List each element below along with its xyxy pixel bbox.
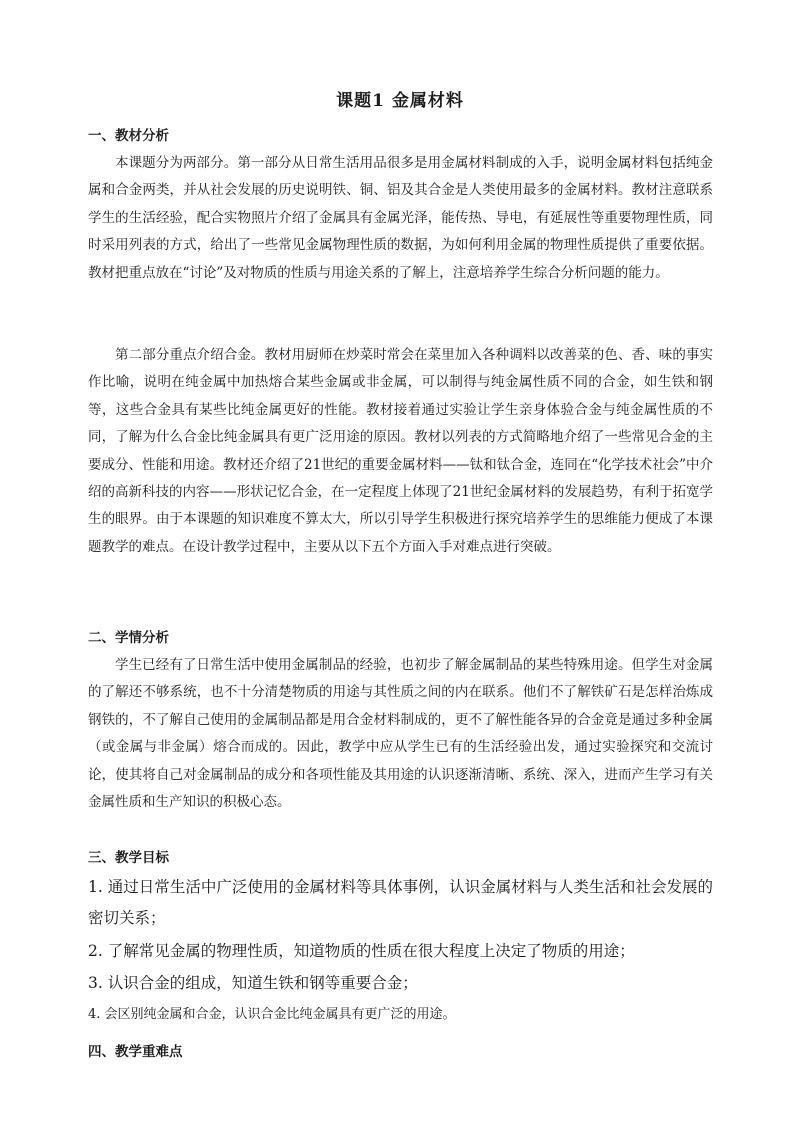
section-heading-student-analysis: 二、学情分析 (88, 630, 169, 646)
paragraph-textbook-part1: 本课题分为两部分。第一部分从日常生活用品很多是用金属材料制成的入手，说明金属材料包括纯金属和合金两类，并从社会发展的历史说明铁、铜、铝及其合金是人类使用最多的金属材料。教材注意联系学生的生活经验，配合实物照片介绍了金属具有金属光泽，能传热、导电，有延展性等重要物理性质，同时采用列表的方式，给出了一些常见金属物理性质的数据，为如何利用金属的物理性质提供了重要依据。教材把重点放在“讨论”及对物质的性质与用途关系的了解上，注意培养学生综合分析问题的能力。 (88, 155, 713, 281)
section-heading-teaching-goals: 三、教学目标 (88, 850, 169, 866)
goal-item-1: 1. 通过日常生活中广泛使用的金属材料等具体事例，认识金属材料与人类生活和社会发展的密切关系； (88, 878, 713, 927)
section-heading-key-difficulties: 四、教学重难点 (88, 1044, 183, 1060)
goal-item-4: 4. 会区别纯金属和合金，认识合金比纯金属具有更广泛的用途。 (88, 1007, 456, 1022)
page-title: 课题1 金属材料 (336, 91, 464, 111)
paragraph-student-analysis: 学生已经有了日常生活中使用金属制品的经验，也初步了解金属制品的某些特殊用途。但学生对金属的了解还不够系统，也不十分清楚物质的用途与其性质之间的内在联系。他们不了解铁矿石是怎样治炼成钢铁的，不了解自己使用的金属制品都是用合金材料制成的，更不了解性能各异的合金竟是通过多种金属（或金属与非金属）熔合而成的。因此，教学中应从学生已有的生活经验出发，通过实验探究和交流讨论，使其将自己对金属制品的成分和各项性能及其用途的认识逐渐清晰、系统、深入，进而产生学习有关金属性质和生产知识的积极心态。 (88, 657, 713, 811)
goal-item-2: 2. 了解常见金属的物理性质，知道物质的性质在很大程度上决定了物质的用途； (88, 942, 635, 960)
paragraph-textbook-part2: 第二部分重点介绍合金。教材用厨师在炒菜时常会在菜里加入各种调料以改善菜的色、香、味的事实作比喻，说明在纯金属中加热熔合某些金属或非金属，可以制得与纯金属性质不同的合金，如生铁和钢等，这些合金具有某些比纯金属更好的性能。教材接着通过实验让学生亲身体验合金与纯金属性质的不同，了解为什么合金比纯金属具有更广泛用途的原因。教材以列表的方式简略地介绍了一些常见合金的主要成分、性能和用途。教材还介绍了21世纪的重要金属材料——钛和钛合金，连同在“化学技术社会”中介绍的高新科技的内容——形状记忆合金，在一定程度上体现了21世纪金属材料的发展趋势，有利于拓宽学生的眼界。由于本课题的知识难度不算太大，所以引导学生积极进行探究培养学生的思维能力便成了本课题教学的难点。在设计教学过程中，主要从以下五个方面入手对难点进行突破。 (88, 347, 713, 555)
section-heading-textbook-analysis: 一、教材分析 (88, 128, 169, 144)
goal-item-3: 3. 认识合金的组成，知道生铁和钢等重要合金； (88, 974, 418, 992)
